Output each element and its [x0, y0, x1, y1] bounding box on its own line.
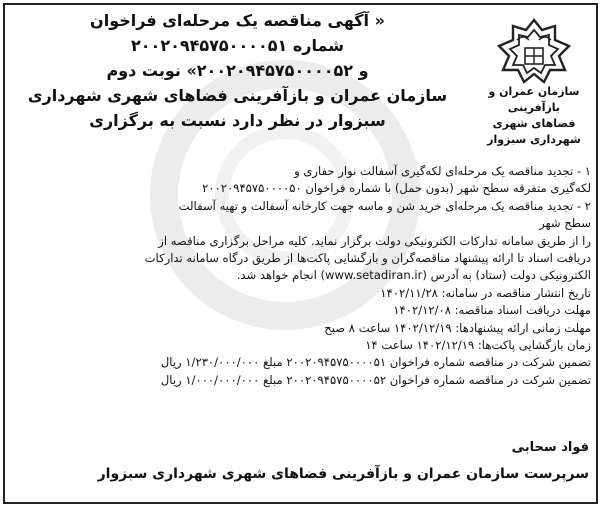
body-line: تضمین شرکت در مناقصه شماره فراخوان ۲۰۰۲۰۹۴۵۷۵۰۰۰۰۵۱ مبلغ ۱/۲۳۰/۰۰۰/۰۰۰ ریال: [160, 355, 591, 370]
body-line: الکترونیکی دولت (ستاد) به آدرس (www.setadiran.ir) انجام خواهد شد.: [236, 268, 591, 283]
logo-line-2: فضاهای شهری: [492, 117, 576, 130]
ad-title: [10, 8, 465, 133]
title-line: شماره ۲۰۰۲۰۹۴۵۷۵۰۰۰۰۵۱: [131, 36, 344, 55]
title-line: « آگهی مناقصه یک مرحله‌ای فراخوان: [90, 11, 385, 30]
body-line: لکه‌گیری متفرقه سطح شهر (بدون حمل) با شماره فراخوان ۲۰۰۲۰۹۴۵۷۵۰۰۰۰۵۰: [202, 181, 591, 196]
organization-logo: [475, 18, 593, 148]
title-line: سبزوار در نظر دارد نسبت به برگزاری: [89, 111, 386, 130]
body-line: مهلت دریافت اسناد مناقصه: ۱۴۰۲/۱۲/۰۸: [393, 303, 591, 318]
body-line: تضمین شرکت در مناقصه شماره فراخوان ۲۰۰۲۰۹۴۵۷۵۰۰۰۰۵۲ مبلغ ۱/۰۰۰/۰۰۰/۰۰۰ ریال: [160, 372, 591, 387]
body-line: مهلت زمانی ارائه پیشنهادها: ۱۴۰۲/۱۲/۱۹ ساعت ۸ صبح: [324, 320, 591, 335]
body-line: تاریخ انتشار مناقصه در سامانه: ۱۴۰۲/۱۱/۲۸: [380, 285, 591, 300]
ad-body: [12, 163, 591, 389]
body-line: ۲ - تجدید مناقصه یک مرحله‌ای خرید شن و ماسه جهت کارخانه آسفالت و تهیه آسفالت: [178, 198, 591, 213]
signature-name: فواد سحابی: [511, 440, 589, 455]
body-line: ۱ - تجدید مناقصه یک مرحله‌ای لکه‌گیری آسفالت نوار حفاری و: [294, 164, 591, 178]
title-line: سازمان عمران و بازآفرینی فضاهای شهری شهرداری: [27, 86, 448, 105]
body-line: دریافت اسناد تا ارائه پیشنهاد مناقصه‌گران و بازگشایی پاکت‌ها از طریق درگاه سامانه تدارکات: [144, 251, 591, 266]
signature-position: سرپرست سازمان عمران و بازآفرینی فضاهای شهری شهرداری سبزوار: [97, 466, 589, 482]
logo-line-1: سازمان عمران و بازآفرینی: [488, 85, 580, 114]
body-line: را از طریق سامانه تدارکات الکترونیکی دولت برگزار نماید. کلیه مراحل برگزاری مناقصه از: [158, 233, 591, 248]
body-line: سطح شهر: [539, 216, 591, 231]
body-line: زمان بازگشایی پاکت‌ها: ۱۴۰۲/۱۲/۱۹ ساعت ۱۴: [365, 338, 591, 353]
logo-line-3: شهرداری سبزوار: [487, 133, 581, 146]
municipality-emblem-icon: [495, 18, 573, 84]
title-line: و ۲۰۰۲۰۹۴۵۷۵۰۰۰۰۵۲» نوبت دوم: [106, 61, 369, 80]
